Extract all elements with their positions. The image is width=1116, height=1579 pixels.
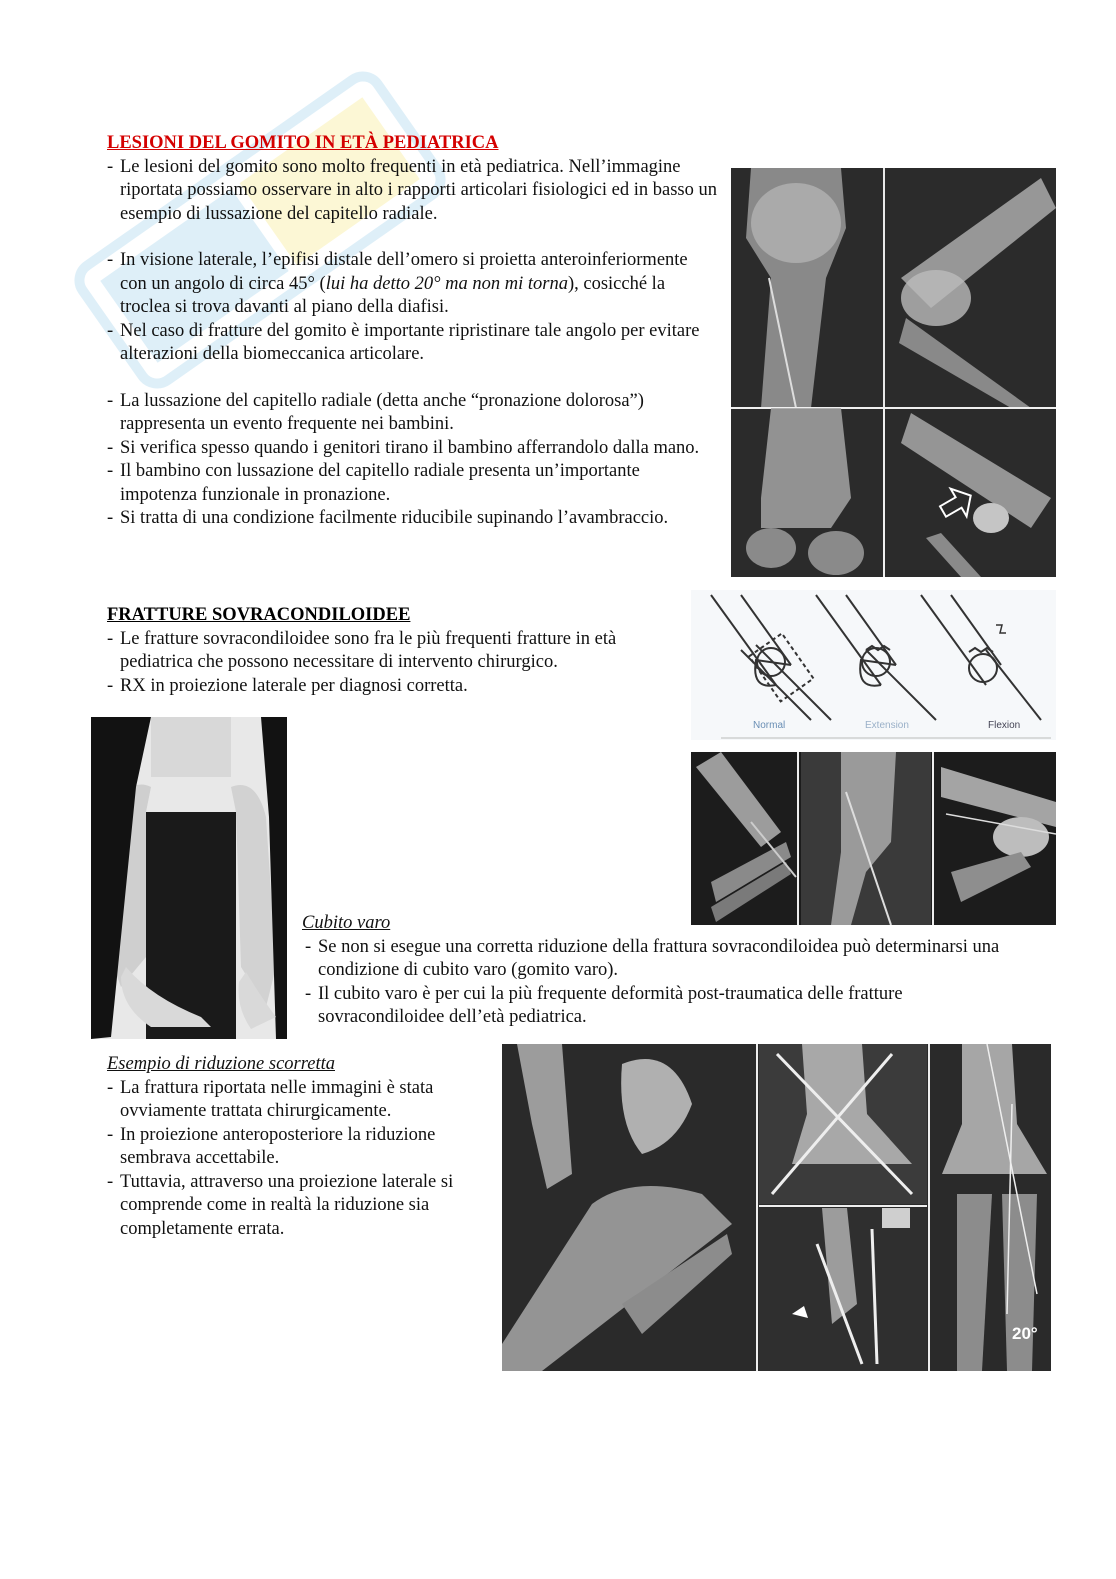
section-lesioni [107, 132, 717, 531]
section-title-cubito-varo: Cubito varo [302, 913, 391, 933]
list-item: - Il cubito varo è per cui la più frequente deformità post-traumatica delle fratture sovracondiloidee dell’età pediatrica. [305, 983, 1002, 1030]
elbow-xray-grid [731, 168, 1056, 577]
section-riduzione [107, 1053, 492, 1241]
diagram-label-extension: Extension [865, 720, 909, 731]
section-title-lesioni: LESIONI DEL GOMITO IN ETÀ PEDIATRICA [107, 133, 499, 153]
diagram-label-flexion: Flexion [988, 720, 1021, 731]
list-item: - In proiezione anteroposteriore la riduzione sembrava accettabile. [107, 1124, 492, 1171]
section-fratture [107, 604, 687, 698]
list-item: - La lussazione del capitello radiale (detta anche “pronazione dolorosa”) rappresenta un evento frequente nei bambini. [107, 390, 717, 437]
list-item: - Si verifica spesso quando i genitori tirano il bambino afferrandolo dalla mano. [107, 437, 717, 461]
list-item: - In visione laterale, l’epifisi distale dell’omero si proietta anteroinferiormente con un angolo di circa 45° (lui ha detto 20° ma non mi torna), cosicché la troclea si trova davanti al piano della diafisi. [107, 249, 717, 320]
supracondylar-xray-strip [691, 752, 1056, 925]
list-item: - La frattura riportata nelle immagini è stata ovviamente trattata chirurgicamente. [107, 1077, 492, 1124]
diagram-label-normal: Normal [753, 720, 786, 731]
list-item: - Nel caso di fratture del gomito è importante ripristinare tale angolo per evitare alterazioni della biomeccanica articolare. [107, 320, 717, 367]
malreduction-xray-composite [502, 1044, 1051, 1371]
section-title-fratture: FRATTURE SOVRACONDILOIDEE [107, 605, 411, 625]
list-item: - RX in proiezione laterale per diagnosi corretta. [107, 675, 687, 699]
list-item: - Se non si esegue una corretta riduzione della frattura sovracondiloidea può determinarsi una condizione di cubito varo (gomito varo). [305, 936, 1002, 983]
list-item: - Le fratture sovracondiloidee sono fra le più frequenti fratture in età pediatrica che possono necessitare di intervento chirurgico. [107, 628, 687, 675]
list-item: - Si tratta di una condizione facilmente riducibile supinando l’avambraccio. [107, 507, 717, 531]
angle-label: 20° [1012, 1324, 1038, 1343]
list-item: - Tuttavia, attraverso una proiezione laterale si comprende come in realtà la riduzione sia completamente errata. [107, 1171, 492, 1242]
fracture-type-diagram [691, 590, 1056, 740]
section-cubito-varo [302, 912, 1002, 1030]
list-item: - Il bambino con lussazione del capitello radiale presenta un’importante impotenza funzionale in pronazione. [107, 460, 717, 507]
list-item: - Le lesioni del gomito sono molto frequenti in età pediatrica. Nell’immagine riportata possiamo osservare in alto i rapporti articolari fisiologici ed in basso un esempio di lussazione del capitello radiale. [107, 156, 717, 227]
section-title-riduzione: Esempio di riduzione scorretta [107, 1054, 335, 1074]
cubitus-varus-photo [91, 717, 287, 1039]
